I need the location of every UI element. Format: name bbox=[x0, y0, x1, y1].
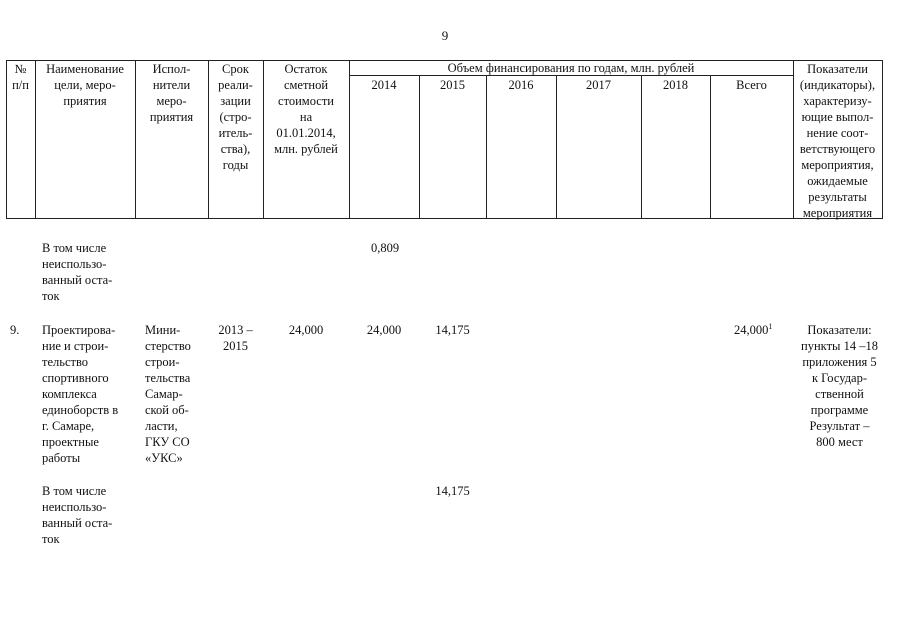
header-indicators: Показатели (индикаторы), характеризу- ющие выпол- нение соот- ветствующего мероприятия, ожидаемые результаты мероприятия bbox=[799, 62, 876, 220]
header-year-2015: 2015 bbox=[440, 78, 465, 92]
header-name: Наименование цели, меро- приятия bbox=[46, 62, 124, 108]
header-remaining-cost: Остаток сметной стоимости на 01.01.2014, млн. рублей bbox=[274, 62, 338, 156]
col-divider bbox=[882, 60, 883, 219]
row-9-term: 2013 – 2015 bbox=[218, 323, 253, 353]
header-year-2017: 2017 bbox=[586, 78, 611, 92]
row-9-2015: 14,175 bbox=[435, 323, 470, 337]
header-number: № п/п bbox=[12, 62, 29, 92]
header-year-2018: 2018 bbox=[663, 78, 688, 92]
row-9-name: Проектирова- ние и строи- тельство спортивного комплекса единоборств в г. Самаре, проектные работы bbox=[42, 323, 119, 465]
header-year-2014: 2014 bbox=[371, 78, 397, 92]
page-number: 9 bbox=[441, 28, 449, 43]
header-term: Срок реали- зации (стро- итель- ства), годы bbox=[218, 62, 253, 172]
row-9-total-value: 24,000 bbox=[734, 323, 769, 337]
col-divider bbox=[419, 75, 420, 219]
table-header bbox=[6, 60, 883, 219]
header-year-2016: 2016 bbox=[508, 78, 534, 92]
footnote-marker: 1 bbox=[768, 321, 773, 331]
row-9-indicators: Показатели: пункты 14 –18 приложения 5 к Государ- ственной программе Результат – 800 мест bbox=[801, 323, 878, 449]
row-9-2014: 24,000 bbox=[366, 323, 402, 337]
row-9-total bbox=[734, 322, 794, 338]
row-b-2015: 14,175 bbox=[435, 484, 470, 498]
header-bottom-rule bbox=[6, 218, 883, 219]
col-divider bbox=[710, 75, 711, 219]
col-divider bbox=[556, 75, 557, 219]
row-9-remaining-cost: 24,000 bbox=[288, 323, 324, 337]
col-divider bbox=[641, 75, 642, 219]
col-divider bbox=[486, 75, 487, 219]
row-a-2014: 0,809 bbox=[370, 241, 400, 255]
header-funding: Объем финансирования по годам, млн. рублей bbox=[447, 61, 695, 75]
row-a-name: В том числе неиспользо- ванный оста- ток bbox=[42, 241, 113, 303]
row-9-number: 9. bbox=[10, 323, 20, 337]
header-total: Всего bbox=[736, 78, 767, 92]
row-b-name: В том числе неиспользо- ванный оста- ток bbox=[42, 484, 113, 546]
header-executors: Испол- нители меро- приятия bbox=[149, 62, 194, 124]
row-9-executors: Мини- стерство строи- тельства Самар- ской об- ласти, ГКУ СО «УКС» bbox=[145, 323, 191, 465]
